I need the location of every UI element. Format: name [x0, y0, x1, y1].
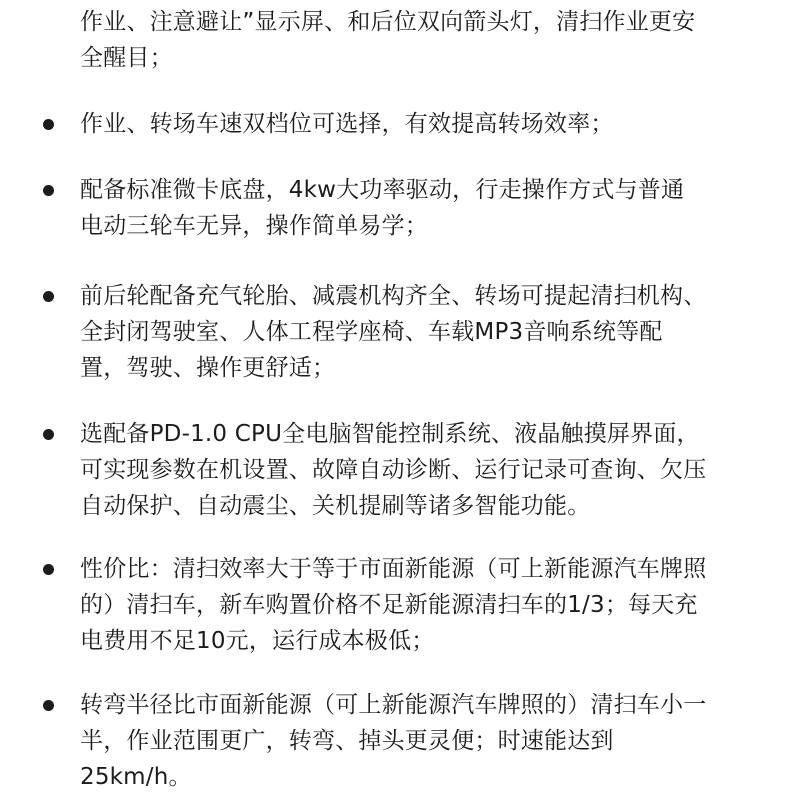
bullet-dot-icon — [43, 185, 54, 196]
text-line: 全封闭驾驶室、人体工程学座椅、车载MP3音响系统等配 — [80, 319, 663, 345]
text-line: 配备标准微卡底盘，4kw大功率驱动，行走操作方式与普通 — [80, 177, 685, 203]
bullet-dot-icon — [43, 700, 54, 711]
text-line: 置，驾驶、操作更舒适； — [80, 355, 336, 381]
bullet-dot-icon — [43, 119, 54, 130]
bullet-dot-icon — [43, 291, 54, 302]
text-line: 前后轮配备充气轮胎、减震机构齐全、转场可提起清扫机构、 — [80, 283, 707, 309]
list-item-text — [80, 172, 780, 244]
text-line: 作业、注意避让”显示屏、和后位双向箭头灯，清扫作业更安 — [80, 9, 696, 35]
list-item-text — [80, 416, 780, 524]
text-line: 电费用不足10元，运行成本极低； — [80, 628, 435, 654]
list-item-text — [80, 687, 780, 795]
text-line: 半，作业范围更广，转弯、掉头更灵便；时速能达到 — [80, 728, 614, 754]
text-line: 全醒目； — [80, 45, 173, 71]
text-line: 可实现参数在机设置、故障自动诊断、运行记录可查询、欠压 — [80, 457, 707, 483]
text-line: 作业、转场车速双档位可选择，有效提高转场效率； — [80, 111, 614, 137]
list-item-text — [80, 278, 780, 386]
list-item-text — [80, 106, 780, 142]
text-line: 转弯半径比市面新能源（可上新能源汽车牌照的）清扫车小一 — [80, 692, 707, 718]
text-line: 选配备PD-1.0 CPU全电脑智能控制系统、液晶触摸屏界面， — [80, 421, 700, 447]
list-item-text — [80, 551, 780, 659]
text-line: 的）清扫车，新车购置价格不足新能源清扫车的1/3；每天充 — [80, 592, 698, 618]
text-line: 性价比：清扫效率大于等于市面新能源（可上新能源汽车牌照 — [80, 556, 707, 582]
text-line: 25km/h。 — [80, 764, 192, 790]
list-item-text — [80, 4, 780, 76]
text-line: 电动三轮车无异，操作简单易学； — [80, 213, 428, 239]
bullet-dot-icon — [43, 564, 54, 575]
bullet-dot-icon — [43, 429, 54, 440]
text-line: 自动保护、自动震尘、关机提刷等诸多智能功能。 — [80, 493, 591, 519]
